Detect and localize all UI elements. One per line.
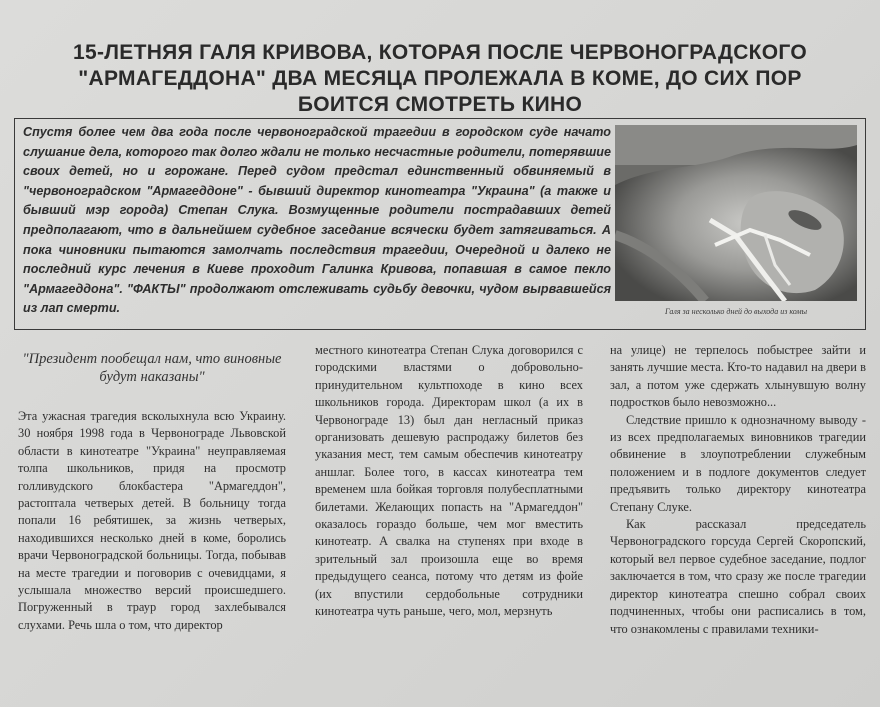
article-photo xyxy=(615,125,857,301)
article-headline: 15-ЛЕТНЯЯ ГАЛЯ КРИВОВА, КОТОРАЯ ПОСЛЕ ЧЕРВОНОГРАДСКОГО "АРМАГЕДДОНА" ДВА МЕСЯЦА ПРОЛЕЖАЛА В КОМЕ, ДО СИХ ПОР БОИТСЯ СМОТРЕТЬ КИНО xyxy=(72,41,807,116)
column-1 xyxy=(18,342,286,634)
column-1-paragraph: Эта ужасная трагедия всколыхнула всю Украину. 30 ноября 1998 года в Червонограде Львовской области в кинотеатре "Украина" неуправляемая толпа школьников, придя на просмотр голливудского блокбастера "Армагеддон", растоптала четверых детей. В больницу тогда попали 16 ребятишек, за жизнь четверых, находившихся несколько дней в коме, боролись врачи Червоноградской больницы. Тогда, побывав на месте трагедии и поговорив с очевидцами, я услышала множество версий происшедшего. Погруженный в траур город захлебывался слухами. Речь шла о том, что директор xyxy=(18,409,286,632)
column-3-paragraph-1: на улице) не терпелось побыстрее зайти и занять лучшие места. Кто-то надавил на двери в зал, а потом уже сдержать хлынувшую волну подростков было невозможно... xyxy=(610,343,866,410)
article-subhead: "Президент пообещал нам, что виновные будут наказаны" xyxy=(22,351,282,385)
photo-caption: Галя за несколько дней до выхода из комы xyxy=(664,307,808,316)
article-lead: Спустя более чем два года после червоноградской трагедии в городском суде начато слушание дела, которого так долго ждали не только несчастные родители, потерявшие своих детей, но и горожане. Перед судом предстал единственный обвиняемый в "червоноградском "Армагеддоне" - бывший директор кинотеатра "Украина" (а также и бывший мэр города) Степан Слука. Возмущенные родители пострадавших детей предполагают, что в дальнейшем судебное заседание всячески будет затягиваться. А пока чиновники пытаются замолчать последствия трагедии, Очередной и далеко не последний курс лечения в Киеве проходит Галинка Кривова, попавшая в самое пекло "Армагеддона". "ФАКТЫ" продолжают отслеживать судьбу девочки, чудом вырвавшейся из лап смерти. xyxy=(23,125,611,316)
column-2-paragraph: местного кинотеатра Степан Слука договорился с городскими властями о добровольно-принудительном культпоходе в кино всех школьников города. Директорам школ (а их в Червонограде 13) был дан негласный приказ организовать дешевую распродажу билетов без указания мест, тем самым обеспечив кинотеатру аншлаг. Более того, в кассах кинотеатра тем временем шла бойкая торговля полубесплатными билетами. Желающих попасть на "Армагеддон" оказалось гораздо больше, чем мог вместить кинотеатр. А свалка на ступенях при входе в зрительный зал произошла еще во время предыдущего сеанса, потому что детям из фойе (их впустили сердобольные сотрудники кинотеатра чуть раньше, чего, мол, мерзнуть xyxy=(315,343,583,619)
patient-photo-drawing xyxy=(615,125,857,301)
column-3-paragraph-2: Следствие пришло к однозначному выводу - из всех предполагаемых виновников трагедии обвинение в злоупотреблении служебным положением и в подлоге документов следует предъявить только директору кинотеатра Степану Слуке. xyxy=(610,412,866,514)
column-2 xyxy=(315,342,583,621)
lead-box xyxy=(14,118,866,330)
column-3-paragraph-3: Как рассказал председатель Червоноградского горсуда Сергей Скоропский, который вел первое судебное заседание, подлог заключается в том, что сразу же после трагедии директор кинотеатра спешно собрал своих подчиненных, чтобы они расписались в том, что ознакомлены с правилами техники- xyxy=(610,517,866,636)
column-3 xyxy=(610,342,866,638)
